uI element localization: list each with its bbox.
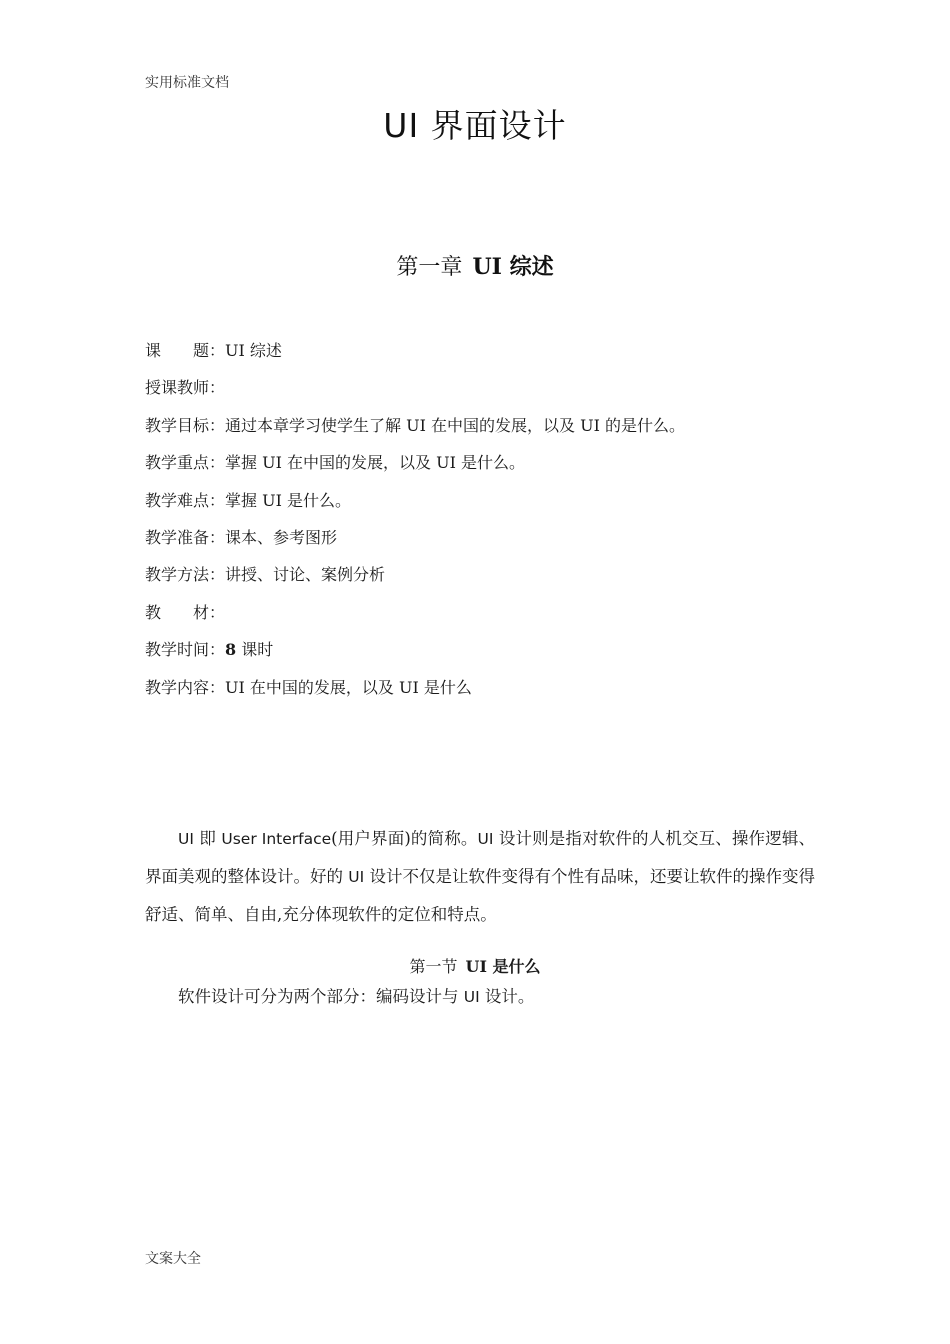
meta-value: 通过本章学习使学生了解 UI 在中国的发展，以及 UI 的是什么。 [225,415,685,435]
document-title: UI 界面设计 [383,106,567,145]
meta-key: 教学重点： [145,453,226,473]
meta-row-content [145,675,825,712]
intro-paragraph: UI 即 User Interface(用户界面)的简称。UI 设计则是指对软件的人机交互、操作逻辑、界面美观的整体设计。好的 UI 设计不仅是让软件变得有个性有品味，还要让软件的操作变得舒适、简单、自由,充分体现软件的定位和特点。 [145,829,816,924]
meta-key: 教学准备： [145,527,226,547]
meta-value: UI 在中国的发展，以及 UI 是什么 [225,677,472,697]
section-paragraph: 软件设计可分为两个部分：编码设计与 UI 设计。 [178,987,535,1006]
page-header: 实用标准文档 [145,75,229,91]
lesson-meta [145,338,825,712]
meta-value: UI 综述 [225,341,282,360]
meta-key: 教学难点： [145,490,226,510]
meta-key: 授课教师： [145,378,226,398]
meta-row-material [145,600,825,637]
chapter-label: 第一章 [396,255,463,280]
meta-key: 课 题： [145,341,226,360]
meta-key: 教 材： [145,602,226,622]
section-label: 第一节 [409,957,458,976]
meta-key: 教学方法： [145,565,226,585]
meta-value: 8 课时 [225,640,274,660]
meta-row-preparation [145,525,825,562]
meta-key: 教学目标： [145,415,226,435]
meta-value: 课本、参考图形 [225,527,338,547]
chapter-title [0,250,950,281]
meta-value: 掌握 UI 在中国的发展，以及 UI 是什么。 [225,453,525,473]
meta-row-teacher [145,375,825,412]
meta-row-goal [145,413,825,450]
meta-row-topic [145,338,825,375]
meta-key: 教学内容： [145,677,226,697]
section-title [0,954,950,977]
meta-key: 教学时间： [145,640,226,660]
meta-value: 掌握 UI 是什么。 [225,490,351,510]
section-name: UI 是什么 [465,957,541,976]
chapter-name: UI 综述 [472,254,554,280]
page-footer: 文案大全 [145,1251,201,1267]
meta-row-difficulty [145,488,825,525]
meta-row-focus [145,450,825,487]
meta-row-method [145,562,825,599]
meta-row-time [145,637,825,674]
meta-value: 讲授、讨论、案例分析 [225,565,386,585]
